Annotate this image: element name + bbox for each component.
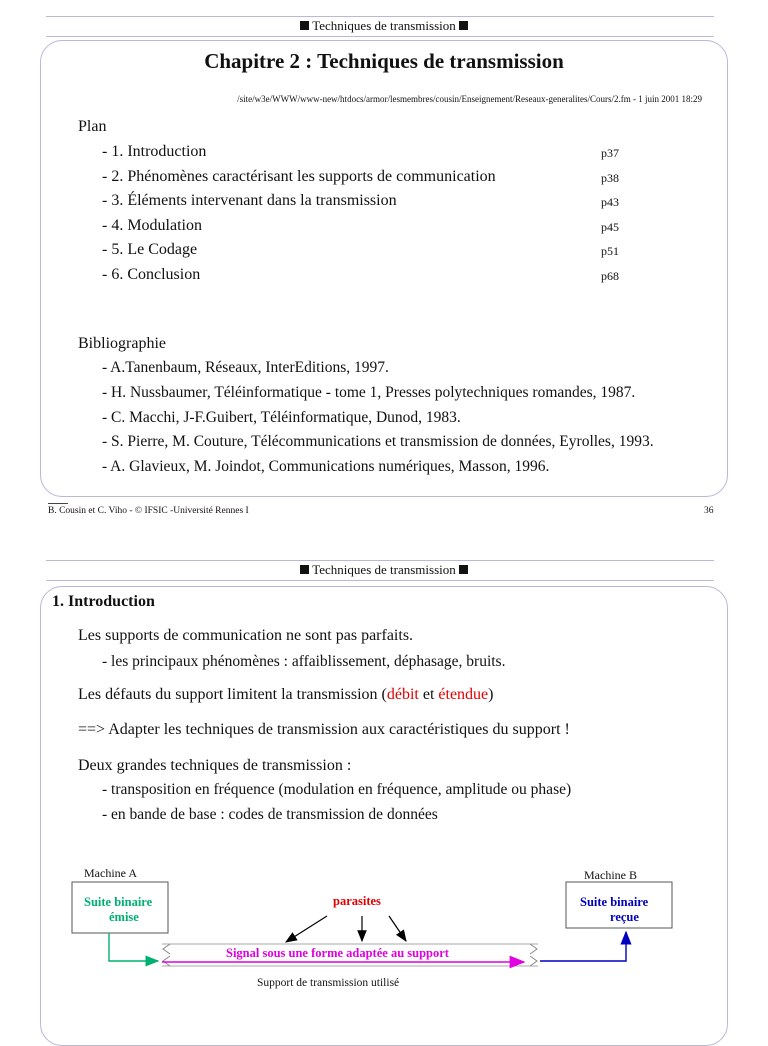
keyword-etendue: étendue — [438, 686, 489, 703]
footer-rule — [48, 503, 68, 504]
plan-item: - 1. Introduction — [102, 143, 207, 160]
transmission-diagram — [0, 860, 768, 1010]
reception-arrow — [540, 932, 626, 961]
plan-item: - 6. Conclusion — [102, 266, 201, 283]
parasite-arrow-right — [389, 916, 406, 941]
bibliography-item: - S. Pierre, M. Couture, Télécommunications et transmission de données, Eyrolles, 1993. — [102, 433, 654, 451]
plan-item: - 2. Phénomènes caractérisant les supports de communication — [102, 167, 496, 185]
bibliography-label: Bibliographie — [78, 335, 166, 352]
paragraph-supports: Les supports de communication ne sont pas parfaits. — [78, 627, 414, 644]
plan-item: - 4. Modulation — [102, 216, 202, 234]
running-head-2: Techniques de transmission — [0, 562, 768, 578]
plan-item-page: p37 — [601, 146, 619, 160]
bibliography-item: - C. Macchi, J-F.Guibert, Téléinformatique, Dunod, 1983. — [102, 408, 461, 426]
paragraph-phenomena: - les principaux phénomènes : affaiblissement, déphasage, bruits. — [102, 653, 506, 670]
technique-item: - en bande de base : codes de transmission de données — [102, 806, 438, 823]
bibliography-item: - A.Tanenbaum, Réseaux, InterEditions, 1997. — [102, 359, 389, 376]
plan-item-page: p38 — [601, 170, 619, 185]
paragraph-techniques: Deux grandes techniques de transmission : — [78, 757, 352, 774]
file-path: /site/w3e/WWW/www-new/htdocs/armor/lesmembres/cousin/Enseignement/Reseaux-generalites/Cours/2.fm - 1 juin 2001 18:29 — [237, 94, 702, 104]
signal-label: Signal sous une forme adaptée au support — [226, 946, 449, 960]
machine-a-label: Machine A — [84, 866, 137, 880]
plan-item-page: p43 — [601, 195, 619, 210]
technique-item: - transposition en fréquence (modulation en fréquence, amplitude ou phase) — [102, 781, 572, 798]
support-label: Support de transmission utilisé — [257, 977, 400, 989]
received-sequence-line2: reçue — [610, 910, 639, 924]
running-head: Techniques de transmission — [0, 18, 768, 34]
page-number: 36 — [704, 506, 714, 516]
paragraph-adapt: ==> Adapter les techniques de transmission aux caractéristiques du support ! — [78, 721, 570, 738]
section-title: 1. Introduction — [52, 593, 155, 610]
plan-item-page: p51 — [601, 244, 619, 259]
received-sequence-line1: Suite binaire — [580, 895, 649, 909]
paragraph-limits: Les défauts du support limitent la transmission (débit et étendue) — [78, 686, 494, 703]
plan-item: - 3. Éléments intervenant dans la transmission — [102, 192, 397, 210]
plan-label: Plan — [78, 118, 107, 135]
emitted-sequence-line1: Suite binaire — [84, 895, 153, 909]
parasites-label: parasites — [333, 894, 381, 908]
plan-item-page: p68 — [601, 269, 619, 283]
keyword-debit: débit — [386, 686, 419, 703]
support-break-right-icon — [530, 944, 537, 966]
page-title: Chapitre 2 : Techniques de transmission — [204, 49, 564, 73]
header-rule-top-2 — [46, 560, 714, 561]
square-bullet-icon — [459, 565, 468, 574]
header-rule-top — [46, 16, 714, 17]
parasite-arrow-left — [286, 916, 327, 942]
bibliography-item: - A. Glavieux, M. Joindot, Communications numériques, Masson, 1996. — [102, 458, 550, 476]
header-rule-bottom-2 — [46, 580, 714, 581]
header-rule-bottom — [46, 36, 714, 37]
plan-item: - 5. Le Codage — [102, 241, 198, 259]
emitted-sequence-line2: émise — [109, 910, 139, 924]
square-bullet-icon — [459, 21, 468, 30]
footer-credit: B. Cousin et C. Viho - © IFSIC -Université Rennes I — [48, 506, 249, 516]
bibliography-item: - H. Nussbaumer, Téléinformatique - tome 1, Presses polytechniques romandes, 1987. — [102, 383, 636, 401]
plan-item-page: p45 — [601, 219, 619, 234]
emission-arrow — [109, 933, 158, 961]
square-bullet-icon — [300, 565, 309, 574]
square-bullet-icon — [300, 21, 309, 30]
machine-b-label: Machine B — [584, 868, 637, 882]
